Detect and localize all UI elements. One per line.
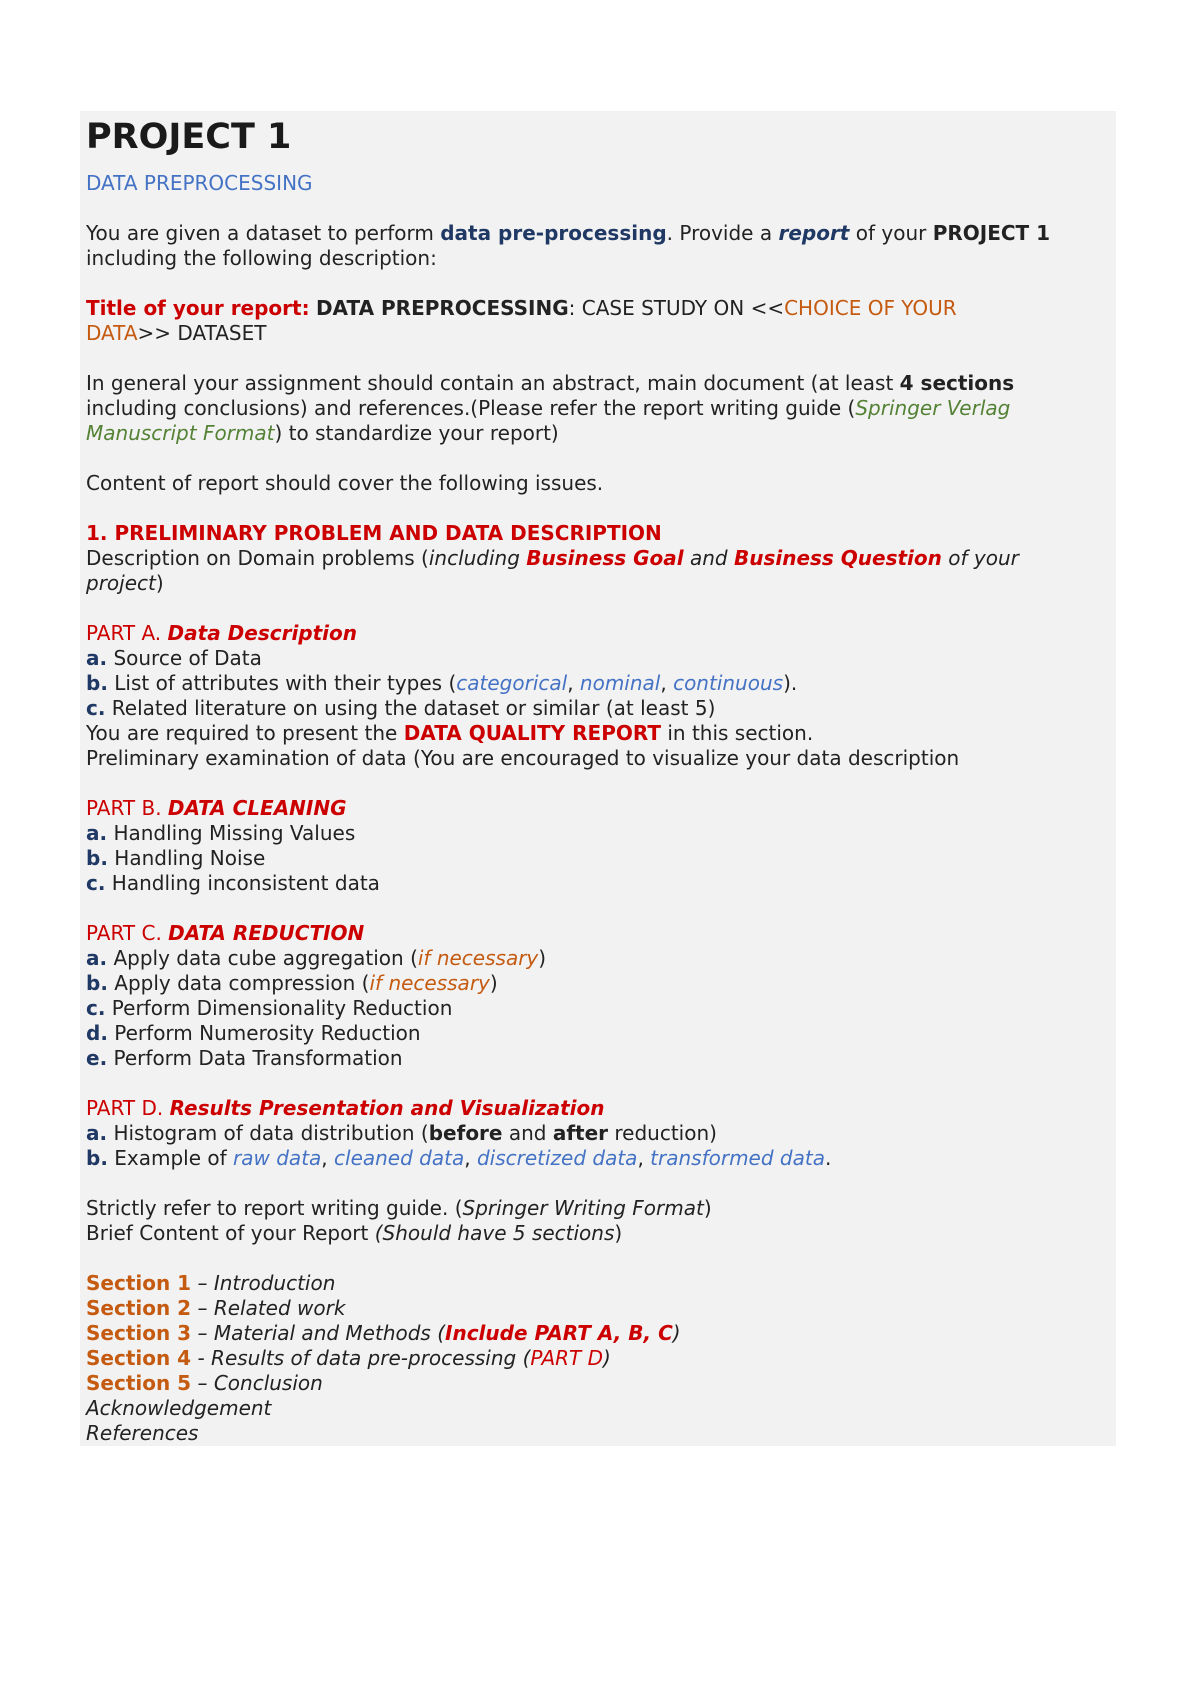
item-text: List of attributes with their types ( — [107, 671, 457, 695]
item-letter: b. — [86, 671, 108, 695]
cleaned-data-term: cleaned data — [334, 1146, 465, 1170]
if-necessary-note: if necessary — [369, 971, 490, 995]
item-text: , — [637, 1146, 651, 1170]
report-title-text: : CASE STUDY ON << — [568, 296, 785, 320]
part-a-name: Data Description — [167, 621, 358, 645]
intro-paragraph — [86, 221, 1116, 271]
raw-data-term: raw data — [233, 1146, 322, 1170]
report-title-text: >> DATASET — [137, 321, 267, 345]
section-text: ) — [672, 1321, 681, 1345]
item-letter: b. — [86, 846, 108, 870]
item-text: , — [567, 671, 580, 695]
part-a-heading — [86, 621, 1116, 646]
part-b-prefix: PART B. — [86, 796, 168, 820]
section1-text: and — [683, 546, 734, 570]
intro-emphasis-preprocessing: data pre-processing — [440, 221, 667, 245]
general-paragraph — [86, 371, 1086, 446]
part-a-item-a — [86, 646, 1116, 671]
part-a-item-b — [86, 671, 1116, 696]
item-letter: c. — [86, 871, 106, 895]
intro-text: including the following description: — [86, 246, 437, 270]
strict-text: ) — [703, 1196, 712, 1220]
strict-text: Strictly refer to report writing guide. ( — [86, 1196, 463, 1220]
section-text: – Conclusion — [191, 1371, 323, 1395]
item-text: ). — [783, 671, 798, 695]
section-text: – Material and Methods ( — [191, 1321, 446, 1345]
item-letter: c. — [86, 696, 106, 720]
item-text: You are required to present the — [86, 721, 404, 745]
brief-line — [86, 1221, 1116, 1246]
part-c-item-a — [86, 946, 1116, 971]
item-text: Handling inconsistent data — [105, 871, 380, 895]
intro-text: . Provide a — [666, 221, 779, 245]
section-label: Section 1 — [86, 1271, 192, 1295]
content-line: Content of report should cover the following issues. — [86, 471, 604, 495]
general-text: ) to standardize your report) — [274, 421, 559, 445]
item-letter: d. — [86, 1021, 108, 1045]
part-c-item-e — [86, 1046, 1116, 1071]
section-label: Section 5 — [86, 1371, 192, 1395]
section1-heading: 1. PRELIMINARY PROBLEM AND DATA DESCRIPTION — [86, 521, 662, 545]
part-b-heading — [86, 796, 1116, 821]
item-text: Histogram of data distribution ( — [107, 1121, 429, 1145]
item-letter: b. — [86, 1146, 108, 1170]
part-d-item-a — [86, 1121, 1116, 1146]
section-3-line — [86, 1321, 1116, 1346]
part-d-heading — [86, 1096, 1116, 1121]
type-nominal: nominal — [579, 671, 661, 695]
springer-writing-format: Springer Writing Format — [462, 1196, 704, 1220]
part-d-name: Results Presentation and Visualization — [169, 1096, 605, 1120]
references-line: References — [86, 1421, 199, 1445]
report-title-main: DATA PREPROCESSING — [315, 296, 569, 320]
emphasis-before: before — [428, 1121, 503, 1145]
section-label: Section 2 — [86, 1296, 192, 1320]
intro-emphasis-project: PROJECT 1 — [932, 221, 1051, 245]
brief-text: ) — [614, 1221, 623, 1245]
item-text: Apply data cube aggregation ( — [107, 946, 418, 970]
item-text: reduction) — [608, 1121, 717, 1145]
general-springer-format: Springer Verlag Manuscript Format — [86, 396, 1011, 445]
general-text: including conclusions) and references.(Please refer the report writing guide ( — [86, 396, 856, 420]
section-5-line — [86, 1371, 1116, 1396]
report-title-choice: CHOICE OF YOUR DATA — [86, 296, 957, 345]
item-text: ) — [538, 946, 547, 970]
section1-text: of your project — [86, 546, 1019, 595]
item-letter: a. — [86, 646, 108, 670]
section-1-line — [86, 1271, 1116, 1296]
discretized-data-term: discretized data — [476, 1146, 638, 1170]
section1-description — [86, 546, 1086, 596]
acknowledgement-line: Acknowledgement — [86, 1396, 272, 1420]
section-text: - Results of data pre-processing ( — [191, 1346, 531, 1370]
part-a-requirement — [86, 721, 1116, 746]
if-necessary-note: if necessary — [417, 946, 539, 970]
part-c-item-b — [86, 971, 1116, 996]
item-text: Perform Data Transformation — [107, 1046, 403, 1070]
report-title-paragraph — [86, 296, 1046, 346]
item-text: Perform Dimensionality Reduction — [105, 996, 453, 1020]
item-letter: e. — [86, 1046, 108, 1070]
section-4-line — [86, 1346, 1116, 1371]
item-text: Apply data compression ( — [107, 971, 370, 995]
section1-text: including — [428, 546, 527, 570]
part-a-prefix: PART A. — [86, 621, 168, 645]
section1-text: Description on Domain problems ( — [86, 546, 429, 570]
report-title-label: Title of your report: — [86, 296, 310, 320]
data-quality-report: DATA QUALITY REPORT — [403, 721, 661, 745]
section1-business-goal: Business Goal — [526, 546, 684, 570]
type-categorical: categorical — [456, 671, 568, 695]
item-letter: a. — [86, 821, 108, 845]
part-c-item-d — [86, 1021, 1116, 1046]
part-b-item-c — [86, 871, 1116, 896]
item-text: ) — [489, 971, 498, 995]
project-title: PROJECT 1 — [86, 117, 292, 157]
item-text: . — [824, 1146, 832, 1170]
part-b-name: DATA CLEANING — [167, 796, 347, 820]
intro-text: You are given a dataset to perform — [86, 221, 441, 245]
section-text: – Related work — [191, 1296, 346, 1320]
item-letter: c. — [86, 996, 106, 1020]
item-text: Handling Noise — [107, 846, 266, 870]
document-content — [86, 111, 1116, 1446]
item-text: Perform Numerosity Reduction — [107, 1021, 421, 1045]
transformed-data-term: transformed data — [650, 1146, 825, 1170]
part-d-reference: PART D — [530, 1346, 604, 1370]
section-text: ) — [603, 1346, 611, 1370]
general-text: In general your assignment should contain an abstract, main document (at least — [86, 371, 900, 395]
part-b-item-b — [86, 846, 1116, 871]
include-parts: Include PART A, B, C — [445, 1321, 673, 1345]
section1-text: ) — [155, 571, 164, 595]
part-d-prefix: PART D. — [86, 1096, 170, 1120]
strict-line — [86, 1196, 1116, 1221]
part-a-item-c — [86, 696, 1116, 721]
item-text: , — [321, 1146, 335, 1170]
section-text: – Introduction — [191, 1271, 336, 1295]
part-c-heading — [86, 921, 1116, 946]
item-text: Example of — [107, 1146, 234, 1170]
part-d-item-b — [86, 1146, 1116, 1171]
part-c-name: DATA REDUCTION — [168, 921, 365, 945]
item-text: in this section. — [661, 721, 814, 745]
brief-text: Brief Content of your Report — [86, 1221, 375, 1245]
item-text: Handling Missing Values — [107, 821, 356, 845]
part-a-preliminary: Preliminary examination of data (You are encouraged to visualize your data description — [86, 746, 960, 770]
type-continuous: continuous — [673, 671, 784, 695]
intro-text: of your — [849, 221, 933, 245]
section1-business-question: Business Question — [733, 546, 942, 570]
part-c-prefix: PART C. — [86, 921, 169, 945]
item-text: Related literature on using the dataset or similar (at least 5) — [105, 696, 716, 720]
section-2-line — [86, 1296, 1116, 1321]
emphasis-after: after — [552, 1121, 609, 1145]
item-text: , — [660, 671, 674, 695]
item-letter: a. — [86, 946, 108, 970]
section-label: Section 4 — [86, 1346, 192, 1370]
project-subtitle: DATA PREPROCESSING — [86, 171, 313, 195]
part-c-item-c — [86, 996, 1116, 1021]
item-text: and — [502, 1121, 553, 1145]
item-text: , — [464, 1146, 477, 1170]
item-text: Source of Data — [107, 646, 262, 670]
item-letter: a. — [86, 1121, 108, 1145]
intro-emphasis-report: report — [778, 221, 850, 245]
section-label: Section 3 — [86, 1321, 192, 1345]
item-letter: b. — [86, 971, 108, 995]
general-emphasis-sections: 4 sections — [899, 371, 1015, 395]
brief-sections-note: (Should have 5 sections — [374, 1221, 615, 1245]
part-b-item-a — [86, 821, 1116, 846]
